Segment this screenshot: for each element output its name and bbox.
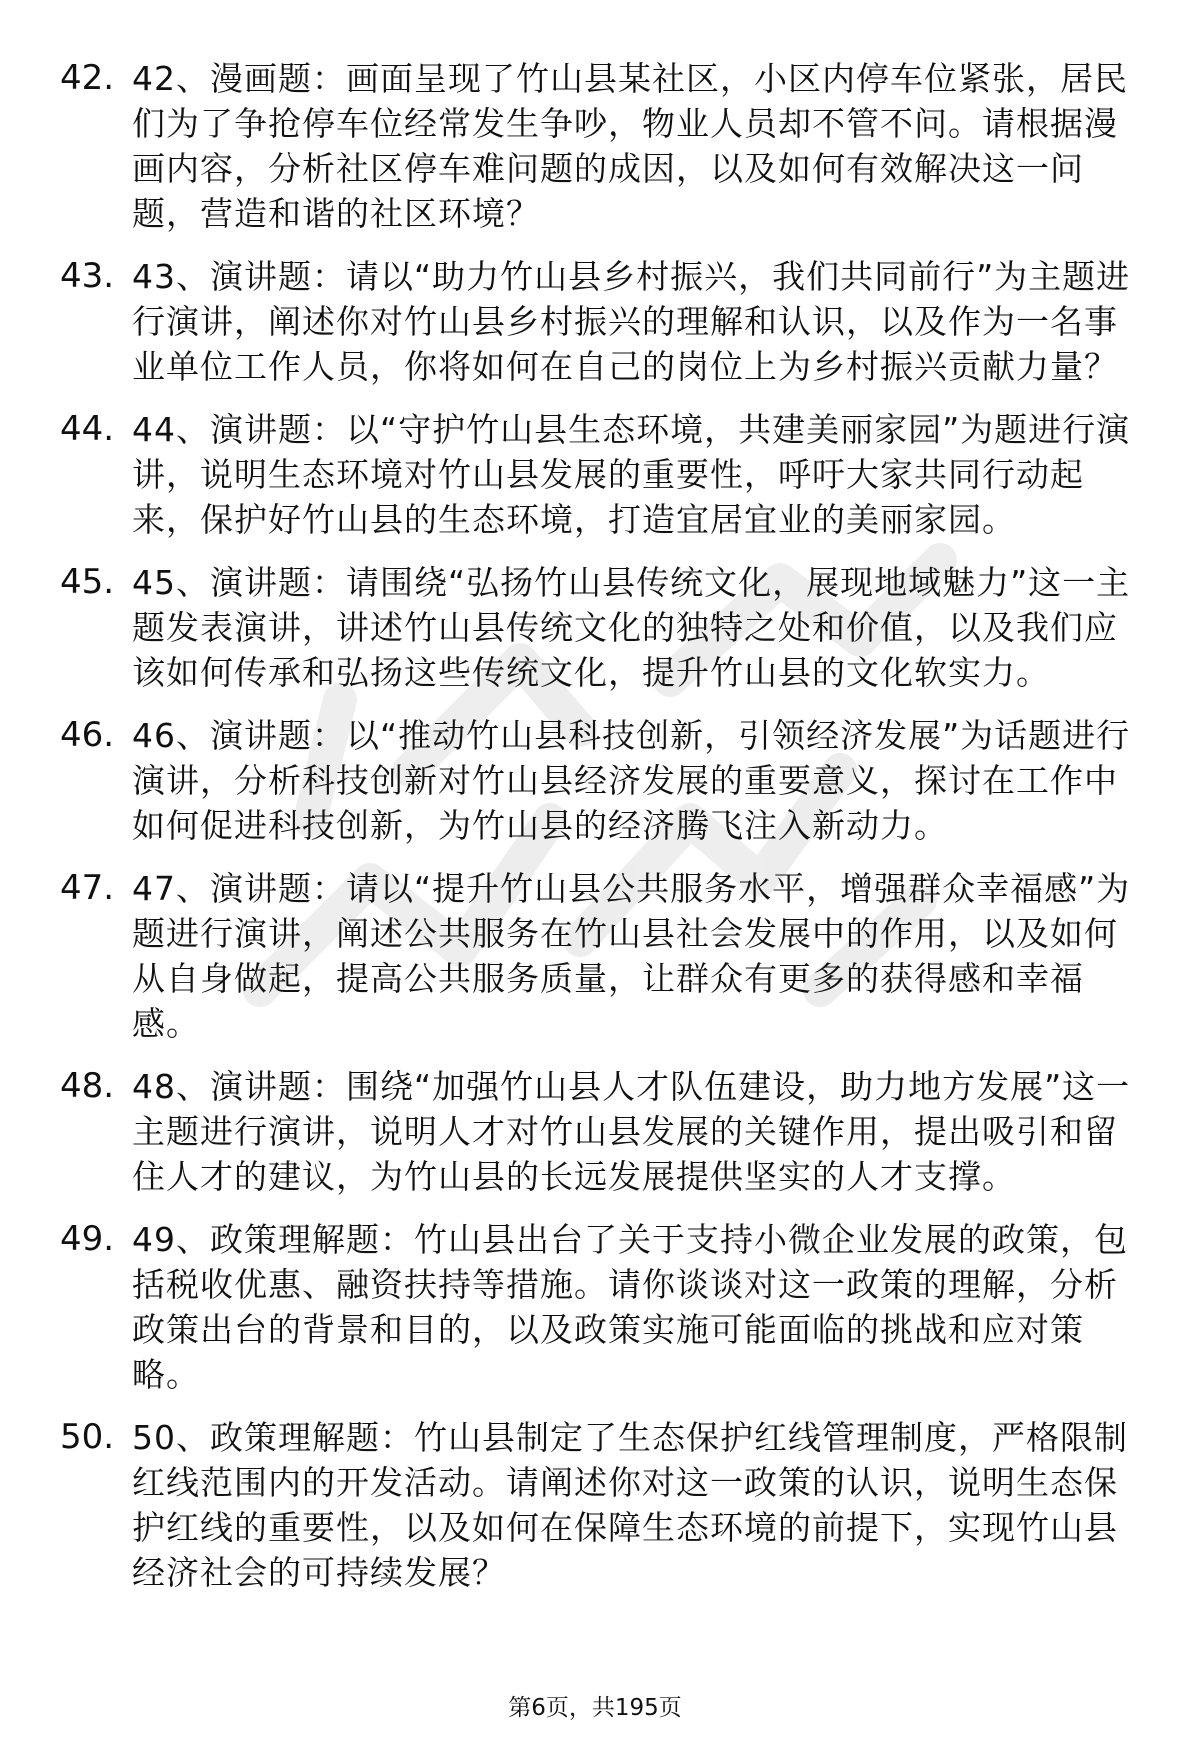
question-number: 46. [60, 715, 115, 755]
question-text: 49、政策理解题：竹山县出台了关于支持小微企业发展的政策，包括税收优惠、融资扶持等措施。请你谈谈对这一政策的理解，分析政策出台的背景和目的，以及政策实施可能面临的挑战和应对策略。 [132, 1220, 1128, 1394]
question-item [60, 1415, 1150, 1595]
question-number: 49. [60, 1219, 115, 1259]
question-text: 44、演讲题：以“守护竹山县生态环境，共建美丽家园”为题进行演讲，说明生态环境对竹山县发展的重要性，呼吁大家共同行动起来，保护好竹山县的生态环境，打造宜居宜业的美丽家园。 [132, 410, 1131, 539]
question-number: 48. [60, 1066, 115, 1106]
question-item [60, 866, 1150, 1046]
question-item [60, 1064, 1150, 1199]
question-text: 43、演讲题：请以“助力竹山县乡村振兴，我们共同前行”为主题进行演讲，阐述你对竹山县乡村振兴的理解和认识，以及作为一名事业单位工作人员，你将如何在自己的岗位上为乡村振兴贡献力量？ [132, 257, 1131, 386]
question-number: 45. [60, 562, 115, 602]
page-footer [0, 1693, 1190, 1723]
question-number: 42. [60, 58, 115, 98]
question-item [60, 254, 1150, 389]
question-item [60, 56, 1150, 236]
question-list [60, 56, 1150, 1613]
question-number: 50. [60, 1417, 115, 1457]
question-text: 47、演讲题：请以“提升竹山县公共服务水平，增强群众幸福感”为题进行演讲，阐述公共服务在竹山县社会发展中的作用，以及如何从自身做起，提高公共服务质量，让群众有更多的获得感和幸福感。 [132, 869, 1131, 1043]
question-item [60, 560, 1150, 695]
question-item [60, 407, 1150, 542]
question-item [60, 713, 1150, 848]
page-number-label: 第6页，共195页 [508, 1695, 682, 1721]
question-number: 47. [60, 868, 115, 908]
question-text: 46、演讲题：以“推动竹山县科技创新，引领经济发展”为话题进行演讲，分析科技创新对竹山县经济发展的重要意义，探讨在工作中如何促进科技创新，为竹山县的经济腾飞注入新动力。 [132, 716, 1131, 845]
question-number: 44. [60, 409, 115, 449]
question-item [60, 1217, 1150, 1397]
question-text: 45、演讲题：请围绕“弘扬竹山县传统文化，展现地域魅力”这一主题发表演讲，讲述竹山县传统文化的独特之处和价值，以及我们应该如何传承和弘扬这些传统文化，提升竹山县的文化软实力。 [132, 563, 1131, 692]
question-text: 50、政策理解题：竹山县制定了生态保护红线管理制度，严格限制红线范围内的开发活动。请阐述你对这一政策的认识，说明生态保护红线的重要性，以及如何在保障生态环境的前提下，实现竹山县经济社会的可持续发展？ [132, 1418, 1128, 1592]
question-text: 42、漫画题：画面呈现了竹山县某社区，小区内停车位紧张，居民们为了争抢停车位经常发生争吵，物业人员却不管不问。请根据漫画内容，分析社区停车难问题的成因，以及如何有效解决这一问题，营造和谐的社区环境？ [132, 59, 1128, 233]
question-text: 48、演讲题：围绕“加强竹山县人才队伍建设，助力地方发展”这一主题进行演讲，说明人才对竹山县发展的关键作用，提出吸引和留住人才的建议，为竹山县的长远发展提供坚实的人才支撑。 [132, 1067, 1131, 1196]
question-number: 43. [60, 256, 115, 296]
